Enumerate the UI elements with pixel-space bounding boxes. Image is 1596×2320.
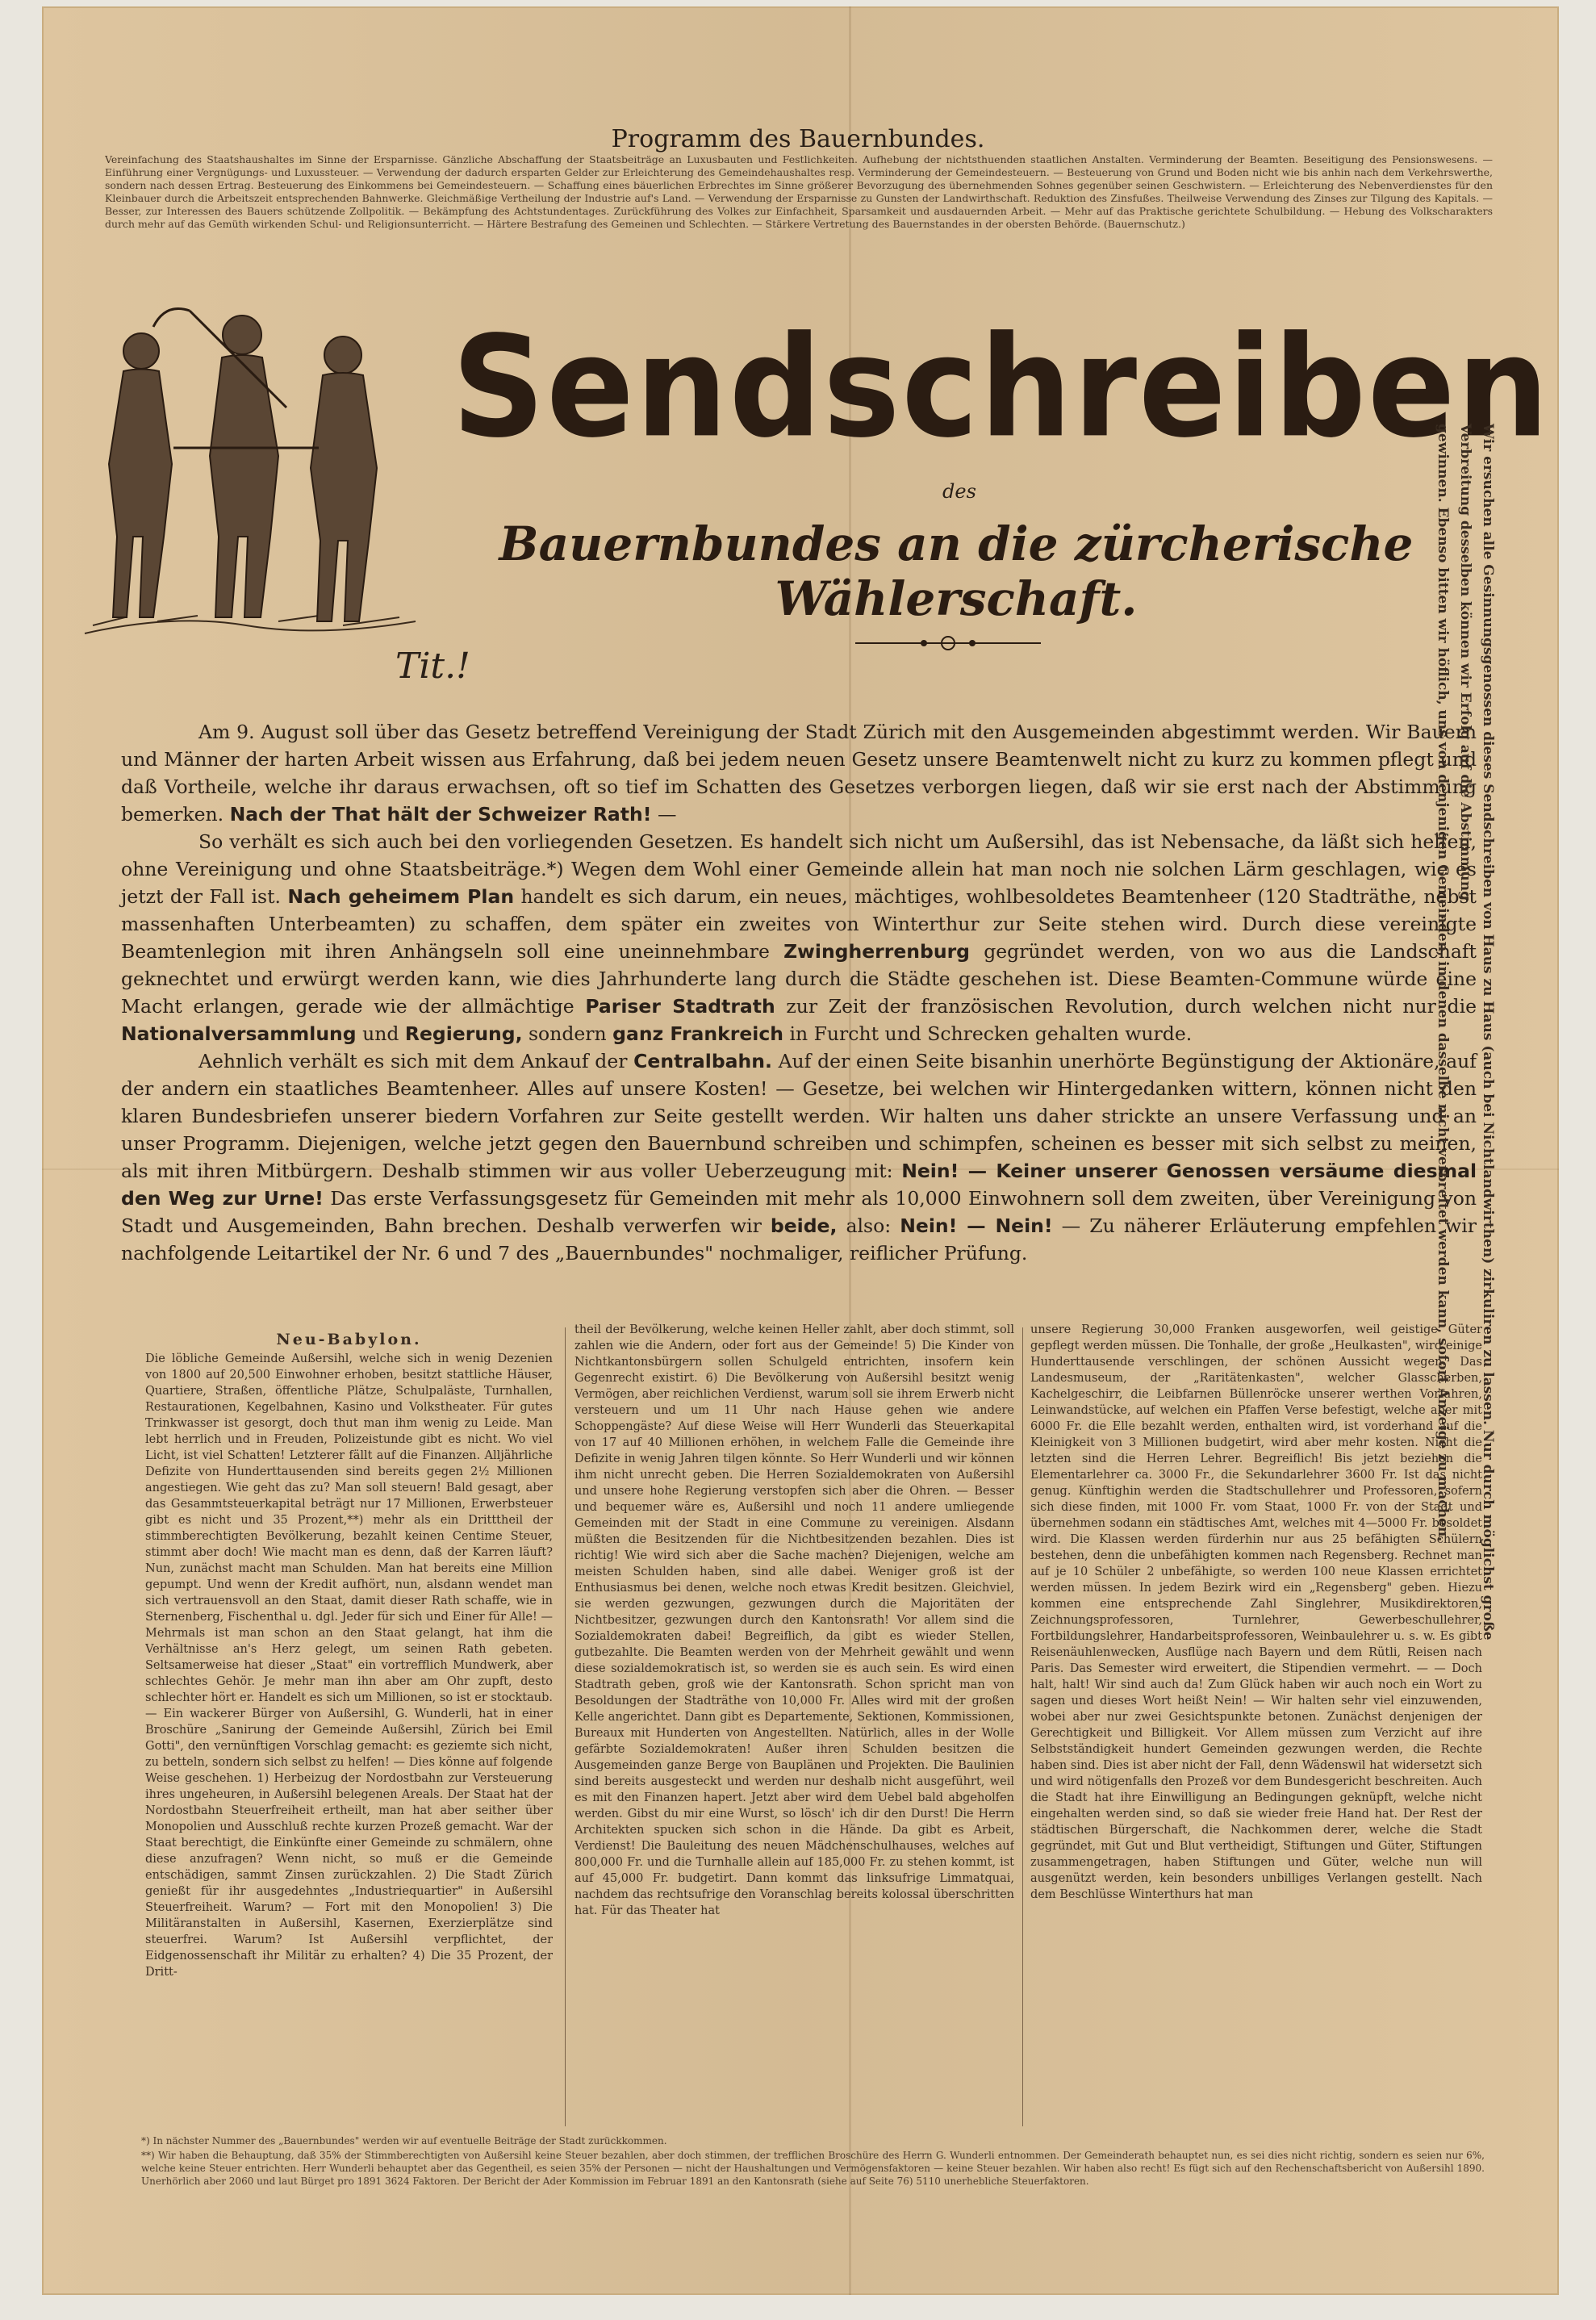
ornament-divider [855, 631, 1041, 655]
column-1-text: Die löbliche Gemeinde Außersihl, welche sich in wenig Dezenien von 1800 auf 20,500 Einwohner erhoben, besitzt stattliche Häuser, Quartiere, Straßen, öffentliche Plätze, Schulpaläste, Turnhallen, Restaurationen, Kegelbahnen, Kasino und Volkstheater. Für gutes Trinkwasser ist gesorgt, doch thut man ihm wenig zu Leide. Man lebt herrlich und in Freuden, Polizeistunde gibt es nicht. Wo viel Licht, ist viel Schatten! Letzterer fällt auf die Finanzen. Alljährliche Defizite von Hunderttausenden sind bereits gegen 2½ Millionen angestiegen. Wie geht das zu? Man soll steuern! Bald gesagt, aber das Gesammtsteuerkapital beträgt nur 17 Millionen, Erwerbsteuer gibt es nicht und 35 Prozent,**) mehr als ein Dritttheil der stimmberechtigten Bevölkerung, bezahlt keinen Centime Steuer, stimmt aber doch! Wie macht man es denn, daß der Karren läuft? Nun, zunächst macht man Schulden. Man hat bereits eine Million gepumpt. Und wenn der Kredit aufhört, nun, alsdann wendet man sich vertrauensvoll an den Staat, damit dieser Rath schaffe, wie in Sternenberg, Fischenthal u. dgl. Jeder für sich und Einer für Alle! — Mehrmals ist man schon an den Staat gelangt, hat ihm die Verhältnisse an's Herz gelegt, um seinen Rath gebeten. Seltsamerweise hat dieser „Staat" ein vortrefflich Mundwerk, aber schlechtes Gehör. Je mehr man ihn aber am Ohr zupft, desto schlechter hört er. Handelt es sich um Millionen, so ist er stocktaub. — Ein wackerer Bürger von Außersihl, G. Wunderli, hat in einer Broschüre „Sanirung der Gemeinde Außersihl, Zürich bei Emil Gotti", den vernünftigen Vorschlag gemacht: es geziemte sich nicht, zu betteln, sondern sich selbst zu helfen! — Dies könne auf folgende Weise geschehen. 1) Herbeizug der Nordostbahn zur Versteuerung ihres ungeheuren, in Außersihl belegenen Areals. Der Staat hat der Nordostbahn Steuerfreiheit ertheilt, man hat aber seither über Monopolien und Ausschluß rechte kurzen Prozeß gemacht. War der Staat berechtigt, die Einkünfte einer Gemeinde zu schmälern, ohne diese anzufragen? Wenn nicht, so muß er die Gemeinde entschädigen, sammt Zinsen zurückzahlen. 2) Die Stadt Zürich genießt für ihr ausgedehntes „Industriequartier" in Außersihl Steuerfreiheit. Warum? — Fort mit den Monopolien! 3) Die Militäranstalten in Außersihl, Kasernen, Exerzierplätze sind steuerfrei. Warum? Ist Außersihl verpflichtet, der Eidgenossenschaft ihr Militär zu erhalten? 4) Die 35 Prozent, der Dritt- [145, 1352, 553, 1979]
p1-bold: Nach der That hält der Schweizer Rath! [229, 803, 652, 826]
p3-text-2: Auf der einen Seite bisanhin unerhörte Begünstigung der Aktionäre, auf der andern ein staatliches Beamtenheer. Alles auf unsere Kosten! — Gesetze, bei welchen wir Hintergedanken wittern, können nicht den klaren Bundesbriefen unserer biedern Vorfahren zur Seite gestellt werden. Wir halten uns daher strickte an unsere Verfassung und an unser Programm. Diejenigen, welche jetzt gegen den Bauernbund schreiben und schimpfen, scheinen es besser mit sich selbst zu meinen, als mit ihren Mitbürgern. Deshalb stimmen wir aus voller Ueberzeugung mit: [121, 1050, 1477, 1182]
p3-bold-nein: Nein! — Keiner unserer Genossen versäume diesmal den Weg zur Urne! [121, 1160, 1477, 1210]
column-1 [145, 1331, 553, 2106]
p2-text-4: zur Zeit der französischen Revolution, durch welchen nicht nur die [775, 995, 1477, 1018]
p2-text-5: und [356, 1022, 405, 1045]
p1-text: Am 9. August soll über das Gesetz betreffend Vereinigung der Stadt Zürich mit den Ausgemeinden abgestimmt werden. Wir Bauern und Männer der harten Arbeit wissen aus Erfahrung, daß bei jedem neuen Gesetz unsere Beamtenwelt nicht zu kurz zu kommen pflegt und daß Vortheile, welche ihr daraus erwachsen, oft so tief im Schatten des Gesetzes verborgen liegen, daß wir sie erst nach der Abstimmung bemerken. [121, 721, 1477, 826]
p2-text-2: handelt es sich darum, ein neues, mächtiges, wohlbesoldetes Beamtenheer (120 Stadträthe, nebst massenhaften Unterbeamten) zu schaffen, dem später ein zweites von Winterthur zur Seite stehen wird. Durch diese vereinigte Beamtenlegion mit ihren Anhängseln soll eine uneinnehmbare [121, 885, 1477, 963]
subheadline: Bauernbundes an die zürcherische Wählerschaft. [499, 516, 1414, 626]
column-heading: Neu-Babylon. [276, 1331, 422, 1348]
column-separator [565, 1327, 566, 2126]
p2-bold-burg: Zwingherrenburg [783, 940, 970, 963]
p2-bold-national: Nationalversammlung [121, 1022, 357, 1045]
side-note-line-1: Wir ersuchen alle Gesinnungsgenossen dieses Sendschreiben von Haus zu Haus (auch bei Nichtlandwirthen) zirkuliren zu lassen. Nur durch möglichst große Verbreitung desselben können wir Erfolg auf die Abstimmung [1457, 424, 1496, 1641]
column-3: unsere Regierung 30,000 Franken ausgeworfen, weil geistige Güter gepflegt werden müssen. Die Tonhalle, der große „Heulkasten", wird einige Hunderttausende verschlingen, der schönen Aussicht wegen. Das Landesmuseum, der „Raritätenkasten", welcher Glasscherben, Kachelgeschirr, die Leibfarnen Büllenröcke unserer werthen Vorfahren, Leinwandstücke, auf welchen ein Pfaffen Verse befestigt, welche aber mit 6000 Fr. die Elle bezahlt werden, enthalten wird, ist vorderhand auf die Kleinigkeit von 3 Millionen budgetirt, wird aber mehr kosten. Nicht die letzten sind die Herren Lehrer. Begreiflich! Bis jetzt beziehen die Elementarlehrer ca. 3000 Fr., die Sekundarlehrer 3600 Fr. Ist das nicht genug. Künftighin werden die Stadtschullehrer und Professoren, sofern sich diese finden, mit 1000 Fr. vom Staat, 1000 Fr. von der Stadt und übernehmen sodann ein städtisches Amt, welches mit 4—5000 Fr. besoldet wird. Die Klassen werden fürderhin nur aus 25 befähigten Schülern bestehen, denn die unbefähigten kommen nach Regensberg. Rechnet man auf je 10 Schüler 2 unbefähigte, so werden 100 neue Klassen errichtet werden müssen. In jedem Bezirk wird ein „Regensberg" geben. Hiezu kommen eine entsprechende Zahl Singlehrer, Musikdirektoren, Zeichnungsprofessoren, Turnlehrer, Gewerbeschullehrer, Fortbildungslehrer, Handarbeitsprofessoren, Weinbaulehrer u. s. w. Es gibt Reisenäuhlenwecken, Ausflüge nach Bayern und dem Rütli, Reisen nach Paris. Das Semester wird erweitert, die Stipendien vermehrt. — — Doch halt, halt! Wir sind auch da! Zum Glück haben wir auch noch ein Wort zu sagen und dieses Wort heißt Nein! — Wir halten sehr viel einzuwenden, wobei aber nur zwei Gesichtspunkte betonen. Zunächst denjenigen der Gerechtigkeit und Billigkeit. Vor Allem müssen zum Verzicht auf ihre Selbstständigkeit hundert Gemeinden gezwungen werden, die Rechte haben sind. Dies ist aber nicht der Fall, denn Wädenswil hat widersetzt sich und wird nötigenfalls den Prozeß vor dem Bundesgericht beschreiten. Auch die Stadt hat ihre Einwilligung an Bedingungen geknüpft, welche nicht eingehalten werden sind, so daß sie wieder freie Hand hat. Der Rest der städtischen Bürgerschaft, die Nachkommen derer, welche die Stadt gegründet, mit Gut und Blut vertheidigt, Stiftungen und Güter, Stiftungen zusammengetragen, haben Stiftungen und Güter, welche nun will ausgenützt werden, kein besonders unbilliges Verlangen gestellt. Nach dem Beschlüsse Winterthurs hat man [1030, 1323, 1482, 1901]
p3-text-5: — Zu näherer Erläuterung empfehlen wir nachfolgende Leitartikel der Nr. 6 und 7 des „Bauernbundes" nochmaliger, reiflicher Prüfung. [121, 1214, 1477, 1265]
program-text: Vereinfachung des Staatshaushaltes im Sinne der Ersparnisse. Gänzliche Abschaffung der Staatsbeiträge an Luxusbauten und Festlichkeiten. Aufhebung der nichtsthuenden staatlichen Anstalten. Verminderung der Beamten. Beseitigung des Pensionswesens. — Einführung einer Vergnügungs- und Luxussteuer. — Verwendung der dadurch ersparten Gelder zur Erleichterung des Gemeindehaushaltes resp. Verminderung der Gemeindesteuern. — Besteuerung von Grund und Boden nicht wie bis anhin nach dem Verkehrswerthe, sondern nach dessen Ertrag. Besteuerung des Einkommens bei Gemeindesteuern. — Schaffung eines bäuerlichen Erbrechtes im Sinne größerer Bevorzugung des übernehmenden Sohnes gegenüber seinen Geschwistern. — Erleichterung des Nebenverdienstes für den Kleinbauer durch die Arbeitszeit entsprechenden Bahnwerke. Gleichmäßige Vertheilung der Industrie auf's Land. — Verwendung der Ersparnisse zu Gunsten der Landwirthschaft. Reduktion des Zinsfußes. Theilweise Verwendung des Zinses zur Tilgung des Kapitals. — Besser, zur Interessen des Bauers schützende Zollpolitik. — Bekämpfung des Achtstundentages. Zurückführung des Volkes zur Einfachheit, Sparsamkeit und ausdauernden Arbeit. — Mehr auf das Praktische gerichtete Schulbildung. — Hebung des Volkscharakters durch mehr auf das Gemüth wirkenden Schul- und Religionsunterricht. — Härtere Bestrafung des Gemeinen und Schlechten. — Stärkere Vertretung des Bauernstandes in der obersten Behörde. (Bauernschutz.) [105, 153, 1493, 230]
farmers-illustration [77, 295, 420, 642]
p3-text: Aehnlich verhält es sich mit dem Ankauf der [198, 1050, 634, 1072]
p2-bold-plan: Nach geheimem Plan [287, 885, 515, 908]
p3-bold-bahn: Centralbahn. [633, 1050, 772, 1072]
paragraph-3 [121, 1047, 1477, 1267]
footnote-1: *) In nächster Nummer des „Bauernbundes" werden wir auf eventuelle Beiträge der Stadt zurückkommen. [141, 2135, 667, 2147]
column-2: theil der Bevölkerung, welche keinen Heller zahlt, aber doch stimmt, soll zahlen wie die Andern, oder fort aus der Gemeinde! 5) Die Kinder von Nichtkantonsbürgern sollen Schulgeld entrichten, insofern kein Gegenrecht existirt. 6) Die Bevölkerung von Außersihl besitzt wenig Vermögen, aber reichlichen Verdienst, warum soll sie ihrem Erwerb nicht versteuern und um 11 Uhr nach Hause gehen wie andere Schoppengäste? Auf diese Weise will Herr Wunderli das Steuerkapital von 17 auf 40 Millionen erhöhen, in welchem Falle die Gemeinde ihre Defizite in wenig Jahren tilgen könnte. So Herr Wunderli und wir können ihm nicht unrecht geben. Die Herren Sozialdemokraten von Außersihl und unsere hohe Regierung verstopfen sich aber die Ohren. — Besser und bequemer wäre es, Außersihl und noch 11 andere umliegende Gemeinden mit der Stadt in eine Commune zu vereinigen. Alsdann müßten die Besitzenden für die Nichtbesitzenden bezahlen. Dies ist richtig! Wie wird sich aber die Sache machen? Diejenigen, welche am meisten Schulden haben, sind alle dabei. Weniger groß ist der Enthusiasmus bei denen, welche noch etwas Kredit besitzen. Gleichviel, sie werden gezwungen, gezwungen durch die Majoritäten der Nichtbesitzer, gezwungen durch den Kantonsrath! Vor allem sind die Sozialdemokraten dabei! Begreiflich, da gibt es wieder Stellen, gutbezahlte. Die Beamten werden von der Mehrheit gewählt und wenn diese sozialdemokratisch ist, so werden sie es auch sein. Es wird einen Stadtrath geben, groß wie der Kantonsrath. Schon spricht man von Besoldungen der Stadträthe von 10,000 Fr. Alles wird mit der großen Kelle angerichtet. Dann gibt es Departemente, Sektionen, Kommissionen, Bureaux mit Hunderten von Angestellten. Natürlich, alles in der Wolle gefärbte Sozialdemokraten! Außer ihren Schulden besitzen die Ausgemeinden ganze Berge von Bauplänen und Projekten. Die Baulinien sind bereits ausgesteckt und werden nur deshalb nicht ausgeführt, weil es mit den Finanzen hapert. Jetzt aber wird dem Uebel bald abgeholfen werden. Gibst du mir eine Wurst, so lösch' ich dir den Durst! Die Herrn Architekten spucken sich schon in die Hände. Da gibt es Arbeit, Verdienst! Die Bauleitung des neuen Mädchenschulhauses, welches auf 800,000 Fr. und die Turnhalle allein auf 185,000 Fr. zu stehen kommt, ist auf 45,000 Fr. budgetirt. Dann kommt das linksufrige Limmatquai, nachdem das rechtsufrige den Voranschlag bereits kolossal überschritten hat. Für das Theater hat [574, 1323, 1014, 1917]
p2-text-3: gegründet werden, von wo aus die Landschaft geknechtet und erwürgt werden kann, wie dies Jahrhunderte lang durch die Städte geschehen ist. Diese Beamten-Commune würde eine Macht erlangen, gerade wie der allmächtige [121, 940, 1477, 1018]
program-title: Programm des Bauernbundes. [611, 125, 985, 153]
footnote-2: **) Wir haben die Behauptung, daß 35% der Stimmberechtigten von Außersihl keine Steuer bezahlen, aber doch stimmen, der trefflichen Broschüre des Herrn G. Wunderli entnommen. Der Gemeinderath behauptet nun, es sei dies nicht richtig, sondern es seien nur 6%, welche keine Steuer entrichten. Herr Wunderli behauptet aber das Gegentheil, es seien 35% der Personen — nicht der Haushaltungen und Vermögensfaktoren — keine Steuer bezahlen. Wir haben also recht! Es fügt sich auf den Rechenschaftsbericht von Außersihl 1890. Unerhörlich aber 2060 und laut Bürget pro 1891 3624 Faktoren. Der Bericht der Ader Kommission im Februar 1891 an den Kantonsrath (siehe auf Seite 76) 5110 unerhebliche Steuerfaktoren. [141, 2150, 1485, 2187]
footnotes [141, 2134, 1485, 2189]
salutation: Tit.! [395, 646, 470, 687]
p2-text-6: sondern [522, 1022, 613, 1045]
main-body [121, 718, 1477, 1267]
p3-bold-nein-nein: Nein! — Nein! [900, 1214, 1053, 1237]
p3-text-3: Das erste Verfassungsgesetz für Gemeinden mit mehr als 10,000 Einwohnern soll dem zweiten, über Vereinigung von Stadt und Ausgemeinden, Bahn brechen. Deshalb verwerfen wir [121, 1187, 1477, 1237]
paragraph-2 [121, 828, 1477, 1047]
p2-bold-regierung: Regierung, [404, 1022, 523, 1045]
paragraph-1 [121, 718, 1477, 828]
p3-text-4: also: [837, 1214, 900, 1237]
side-note-line-2: gewinnen. Ebenso bitten wir höflich, uns von denjenigen Gemeinden, in denen dasselbe nicht verbreitet werden kann, sofort Anzeige zu machen. [1435, 424, 1451, 1542]
headline-connector: des [942, 480, 976, 503]
p1-end: — [651, 803, 677, 826]
column-separator [1022, 1327, 1023, 2126]
p2-text-7: in Furcht und Schrecken gehalten wurde. [783, 1022, 1193, 1045]
headline: Sendschreiben [452, 305, 1551, 469]
p2-text: So verhält es sich auch bei den vorliegenden Gesetzen. Es handelt sich nicht um Außersihl, das ist Nebensache, da läßt sich helfen, ohne Vereinigung und ohne Staatsbeiträge.*) Wegen dem Wohl einer Gemeinde allein hat man noch nie solchen Lärm geschlagen, wie es jetzt der Fall ist. [121, 830, 1477, 908]
p3-bold-beide: beide, [770, 1214, 838, 1237]
p2-bold-paris: Pariser Stadtrath [585, 995, 775, 1018]
p2-bold-frankreich: ganz Frankreich [612, 1022, 784, 1045]
